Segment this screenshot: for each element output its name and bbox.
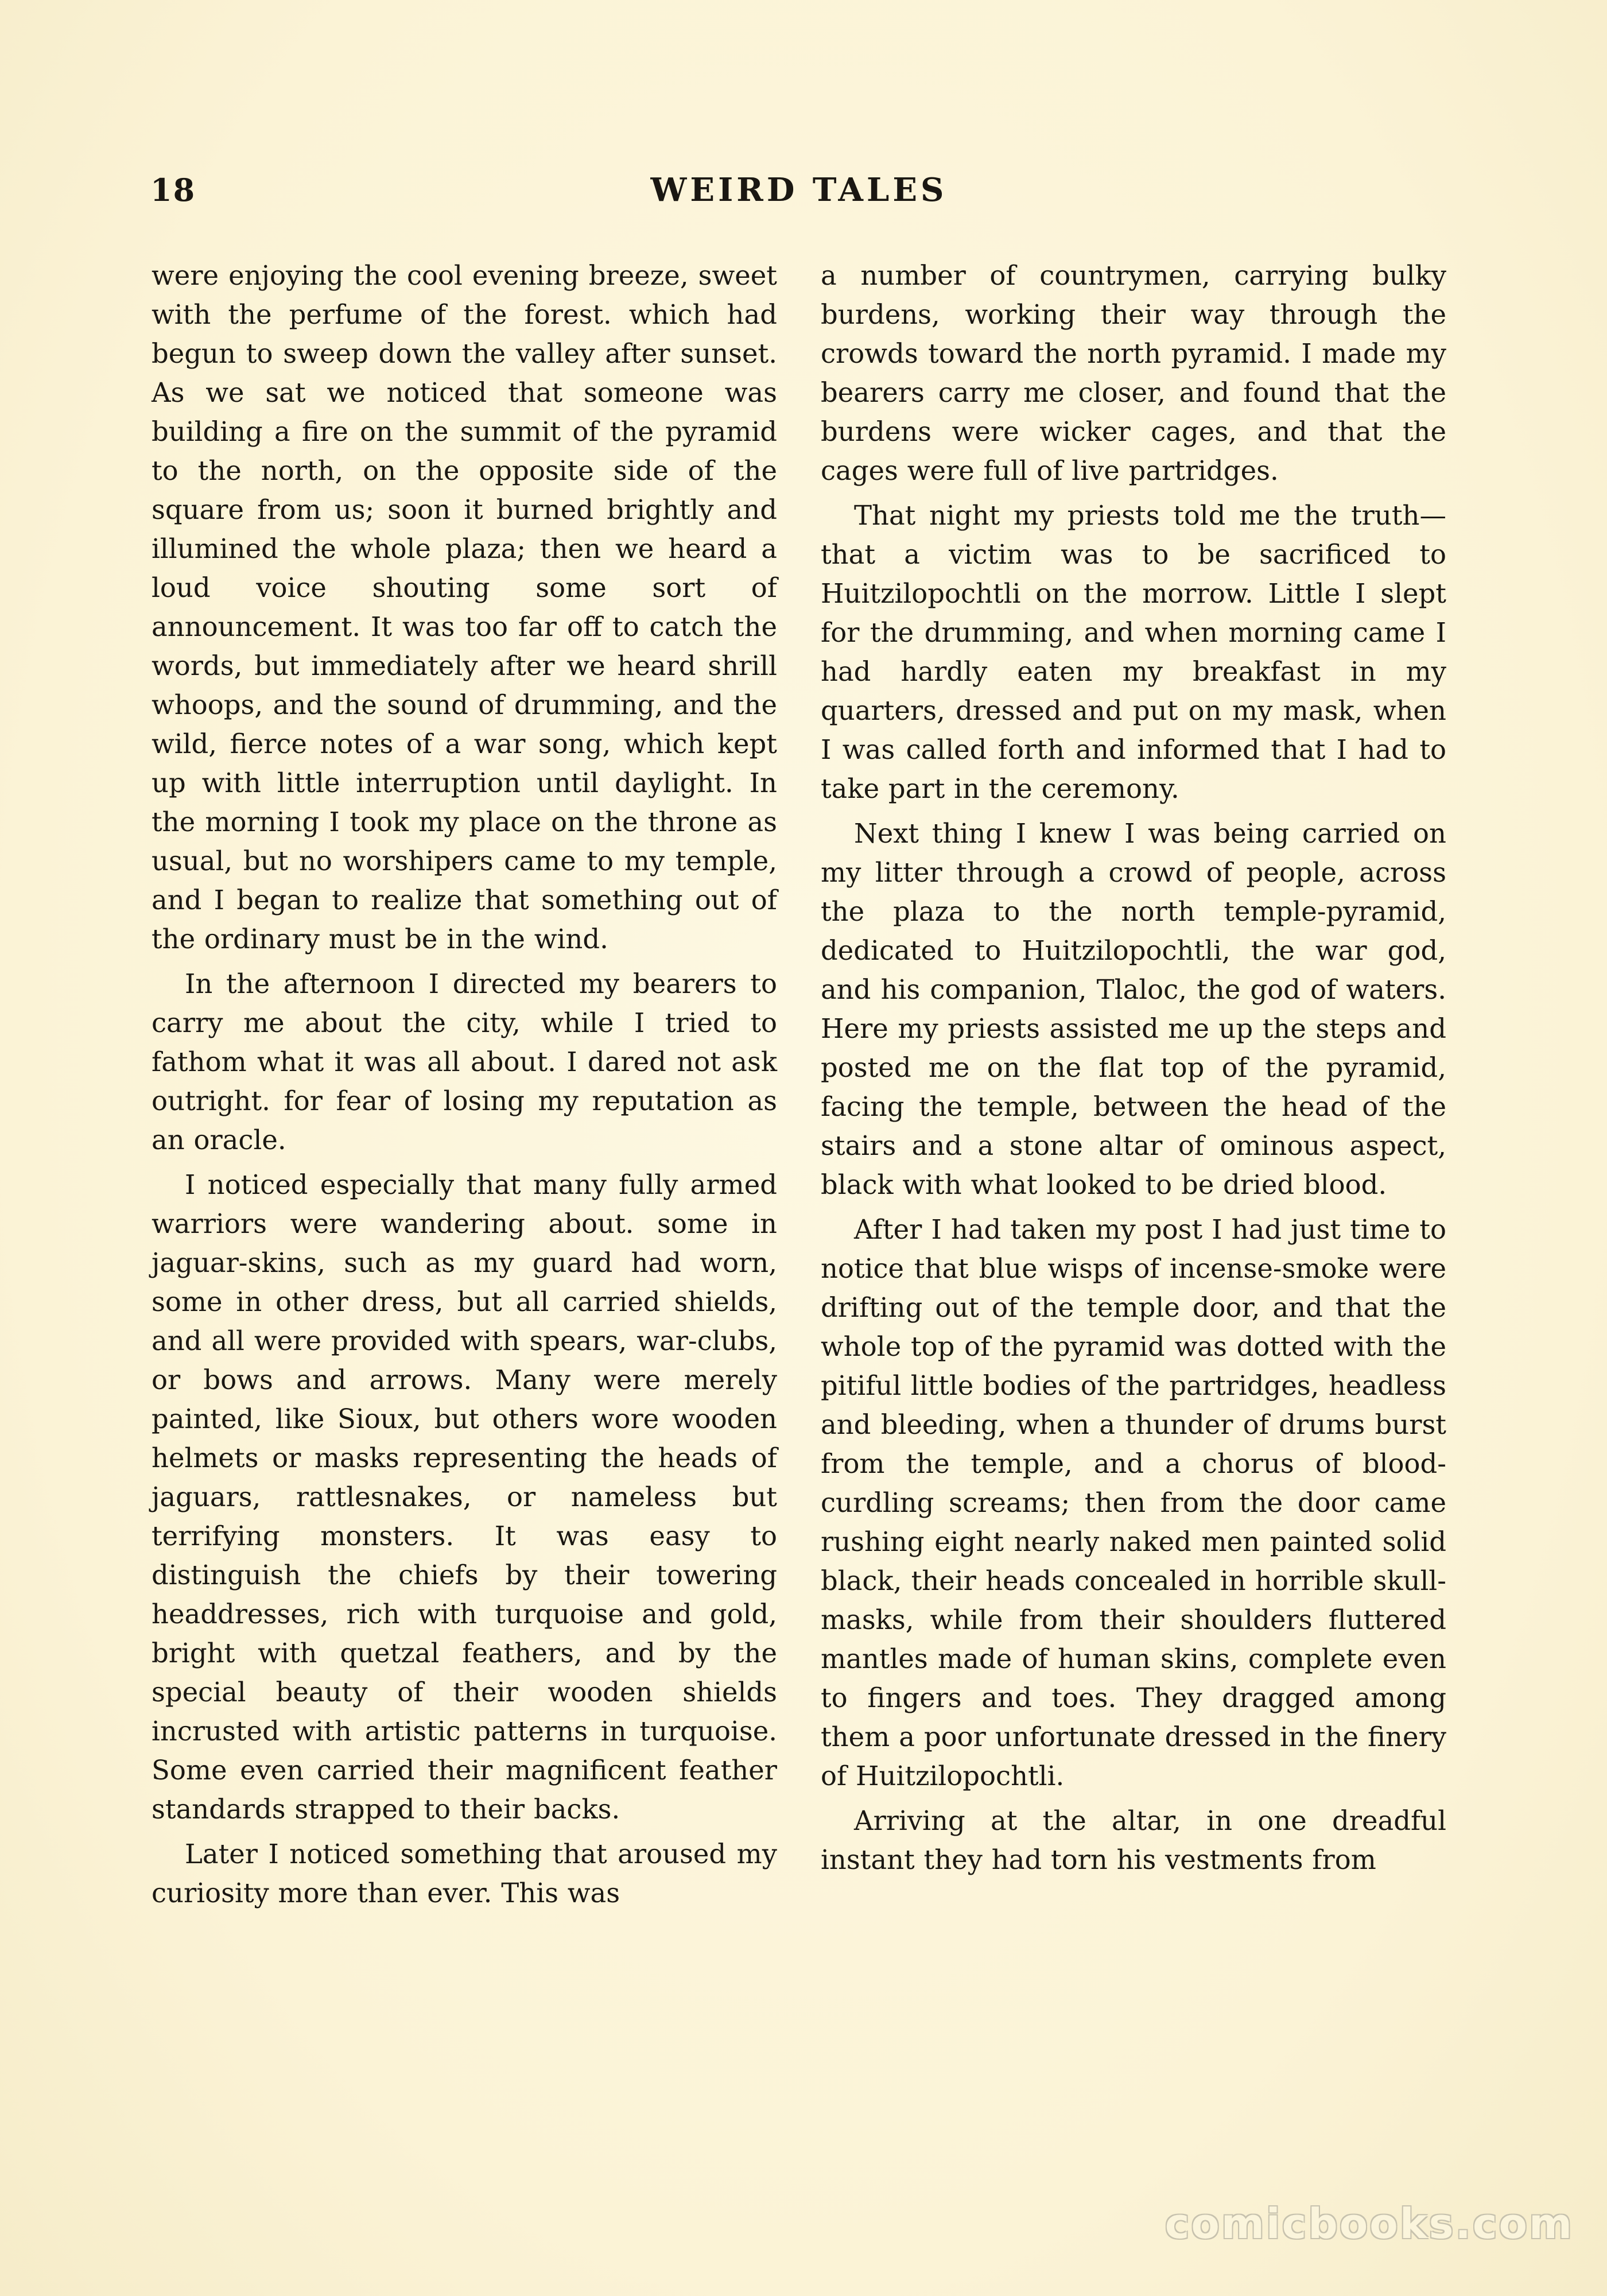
left-paragraph-1: were enjoying the cool evening breeze, sweet with the perfume of the forest. which had begun to sweep down the valley after sunset. As we sat we noticed that someone was building a fire on the summit of the pyramid to the north, on the opposite side of the square from us; soon it burned brightly and illumined the whole plaza; then we heard a loud voice shouting some sort of announcement. It was too far off to catch the words, but immediately after we heard shrill whoops, and the sound of drumming, and the wild, fierce notes of a war song, which kept up with little interruption until daylight. In the morning I took my place on the throne as usual, but no worshipers came to my temple, and I began to realize that something out of the ordinary must be in the wind.: [152, 260, 777, 955]
right-paragraph-5: Arriving at the altar, in one dreadful instant they had torn his vestments from: [821, 1805, 1446, 1875]
running-title: WEIRD TALES: [650, 171, 948, 209]
page-header: [150, 170, 1447, 210]
site-watermark: comicbooks.com: [1165, 2200, 1574, 2248]
left-paragraph-2: In the afternoon I directed my bearers to carry me about the city, while I tried to fathom what it was all about. I dared not ask outright. for fear of losing my reputation as an oracle.: [152, 968, 777, 1155]
left-paragraph-3: I noticed especially that many fully armed warriors were wandering about. some in jaguar-skins, such as my guard had worn, some in other dress, but all carried shields, and all were provided with spears, war-clubs, or bows and arrows. Many were merely painted, like Sioux, but others wore wooden helmets or masks representing the heads of jaguars, rattlesnakes, or nameless but terrifying monsters. It was easy to distinguish the chiefs by their towering headdresses, rich with turquoise and gold, bright with quetzal feathers, and by the special beauty of their wooden shields incrusted with artistic patterns in turquoise. Some even carried their magnificent feather standards strapped to their backs.: [152, 1169, 777, 1825]
right-paragraph-3: Next thing I knew I was being carried on my litter through a crowd of people, across the plaza to the north temple-pyramid, dedicated to Huitzilopochtli, the war god, and his companion, Tlaloc, the god of waters. Here my priests assisted me up the steps and posted me on the flat top of the pyramid, facing the temple, between the head of the stairs and a stone altar of ominous aspect, black with what looked to be dried blood.: [821, 818, 1446, 1200]
right-paragraph-4: After I had taken my post I had just time to notice that blue wisps of incense-smoke were drifting out of the temple door, and that the whole top of the pyramid was dotted with the pitiful little bodies of the partridges, headless and bleeding, when a thunder of drums burst from the temple, and a chorus of blood-curdling screams; then from the door came rushing eight nearly naked men painted solid black, their heads concealed in horrible skull-masks, while from their shoulders fluttered mantles made of human skins, complete even to fingers and toes. They dragged among them a poor unfortunate dressed in the finery of Huitzilopochtli.: [821, 1214, 1446, 1791]
page-number: 18: [150, 172, 196, 208]
right-column: [821, 256, 1446, 1885]
right-paragraph-2: That night my priests told me the truth—that a victim was to be sacrificed to Huitzilopochtli on the morrow. Little I slept for the drumming, and when morning came I had hardly eaten my breakfast in my quarters, dressed and put on my mask, when I was called forth and informed that I had to take part in the ceremony.: [821, 500, 1446, 804]
left-column: [152, 256, 777, 1918]
left-paragraph-4: Later I noticed something that aroused my curiosity more than ever. This was: [152, 1839, 777, 1909]
right-paragraph-1: a number of countrymen, carrying bulky burdens, working their way through the crowds toward the north pyramid. I made my bearers carry me closer, and found that the burdens were wicker cages, and that the cages were full of live partridges.: [821, 260, 1446, 486]
